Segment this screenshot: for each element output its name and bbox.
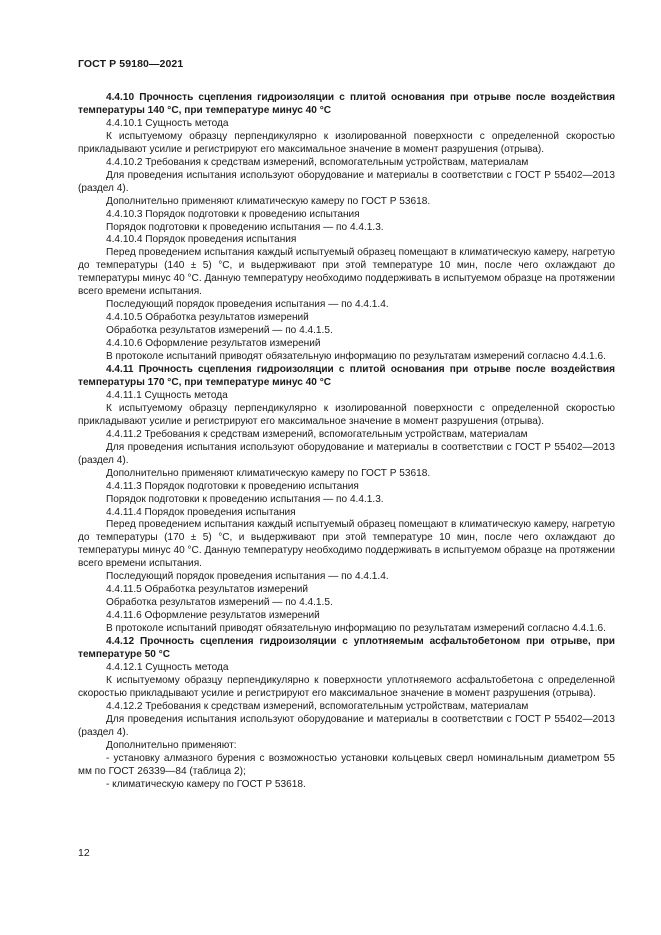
paragraph: Для проведения испытания используют оборудование и материалы в соответствии с ГОСТ Р 55402—2013 (раздел 4). [78,441,615,466]
paragraph: 4.4.11.6 Оформление результатов измерений [106,610,320,622]
paragraph: 4.4.11.5 Обработка результатов измерений [106,584,309,596]
paragraph: Дополнительно применяют климатическую камеру по ГОСТ Р 53618. [106,195,431,207]
paragraph: 4.4.10.3 Порядок подготовки к проведению испытания [106,208,360,220]
paragraph: 4.4.10.2 Требования к средствам измерений, вспомогательным устройствам, материалам [106,156,529,168]
paragraph: К испытуемому образцу перпендикулярно к изолированной поверхности с определенной скоростью прикладывают усилие и регистрируют его максимальное значение в момент разрушения (отрыва). [78,402,615,427]
paragraph: Для проведения испытания используют оборудование и материалы в соответствии с ГОСТ Р 55402—2013 (раздел 4). [78,169,615,194]
paragraph: Порядок подготовки к проведению испытания — по 4.4.1.3. [106,221,384,233]
paragraph: Дополнительно применяют климатическую камеру по ГОСТ Р 53618. [106,467,431,479]
paragraph: Дополнительно применяют: [106,739,237,751]
paragraph: Порядок подготовки к проведению испытания — по 4.4.1.3. [106,493,384,505]
paragraph: Перед проведением испытания каждый испытуемый образец помещают в климатическую камеру, нагретую до температуры (140 ± 5) °С, и выдерживают при этой температуре 10 мин, после чего охлаждают до температуры минус 40 °С. Данную температуру необходимо поддерживать в испытуемом образце на протяжении всего времени испытания. [78,247,615,298]
paragraph: Обработка результатов измерений — по 4.4.1.5. [106,597,333,609]
section-heading: 4.4.12 Прочность сцепления гидроизоляции с уплотняемым асфальтобетоном при отрыве, при температуре 50 °С [78,636,615,660]
paragraph: Перед проведением испытания каждый испытуемый образец помещают в климатическую камеру, нагретую до температуры (170 ± 5) °С, и выдерживают при этой температуре 10 мин, после чего охлаждают до температуры минус 40 °С. Данную температуру необходимо поддерживать в испытуемом образце на протяжении всего времени испытания. [78,519,615,570]
paragraph: В протоколе испытаний приводят обязательную информацию по результатам измерений согласно 4.4.1.6. [106,351,606,363]
paragraph: 4.4.10.5 Обработка результатов измерений [106,312,309,324]
paragraph: 4.4.10.1 Сущность метода [106,117,229,129]
paragraph: 4.4.11.3 Порядок подготовки к проведению испытания [106,480,359,492]
paragraph: - установку алмазного бурения с возможностью установки кольцевых сверл номинальным диаметром 55 мм по ГОСТ 26339—84 (таблица 2); [78,752,615,777]
paragraph: Последующий порядок проведения испытания — по 4.4.1.4. [106,299,389,311]
paragraph: К испытуемому образцу перпендикулярно к поверхности уплотняемого асфальтобетона с определенной скоростью прикладывают усилие и регистрируют его максимальное значение в момент разрушения (отрыва). [78,674,615,699]
paragraph: В протоколе испытаний приводят обязательную информацию по результатам измерений согласно 4.4.1.6. [106,623,606,635]
paragraph: 4.4.10.6 Оформление результатов измерений [106,338,321,350]
paragraph: - климатическую камеру по ГОСТ Р 53618. [106,778,306,790]
paragraph: К испытуемому образцу перпендикулярно к изолированной поверхности с определенной скоростью прикладывают усилие и регистрируют его максимальное значение в момент разрушения (отрыва). [78,130,615,155]
paragraph: Для проведения испытания используют оборудование и материалы в соответствии с ГОСТ Р 55402—2013 (раздел 4). [78,713,615,738]
page-number: 12 [78,847,90,859]
standard-header: ГОСТ Р 59180—2021 [78,58,184,70]
paragraph: 4.4.11.4 Порядок проведения испытания [106,506,296,518]
section-heading: 4.4.10 Прочность сцепления гидроизоляции с плитой основания при отрыве после воздействия температуры 140 °С, при температуре минус 40 °С [78,92,615,116]
paragraph: 4.4.12.2 Требования к средствам измерений, вспомогательным устройствам, материалам [106,700,529,712]
paragraph: Обработка результатов измерений — по 4.4.1.5. [106,325,333,337]
paragraph: 4.4.11.1 Сущность метода [106,389,228,401]
document-body [78,92,615,791]
section-heading: 4.4.11 Прочность сцепления гидроизоляции с плитой основания при отрыве после воздействия температуры 170 °С, при температуре минус 40 °С [78,364,615,388]
paragraph: 4.4.11.2 Требования к средствам измерений, вспомогательным устройствам, материалам [106,428,528,440]
paragraph: 4.4.12.1 Сущность метода [106,661,229,673]
paragraph: Последующий порядок проведения испытания — по 4.4.1.4. [106,571,389,583]
paragraph: 4.4.10.4 Порядок проведения испытания [106,234,297,246]
